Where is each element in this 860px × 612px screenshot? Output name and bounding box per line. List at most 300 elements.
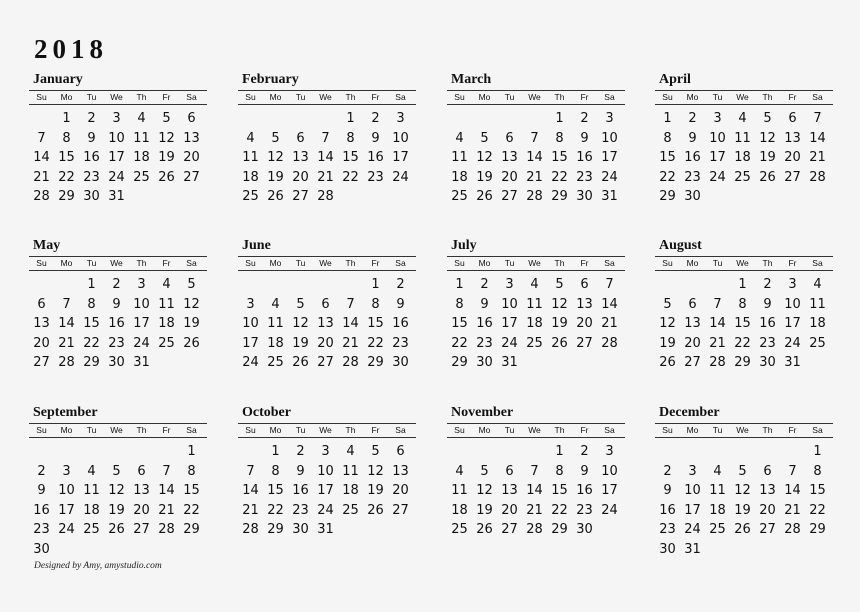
- day-cell: 11: [451, 150, 468, 165]
- day-cell: 17: [108, 150, 125, 165]
- day-cell: 8: [813, 463, 822, 479]
- empty-cell: [338, 275, 363, 295]
- day-cell: 29: [809, 522, 826, 537]
- day-cell: 1: [555, 111, 564, 126]
- month-name: December: [659, 405, 720, 420]
- day-cell: 29: [267, 522, 284, 537]
- day-cell: 25: [734, 169, 751, 185]
- weekday-label: Su: [662, 258, 673, 268]
- day-cell: 8: [62, 130, 71, 146]
- day-cell: 22: [659, 169, 676, 185]
- day-cell: 3: [505, 277, 514, 292]
- day-cell: 25: [451, 522, 468, 537]
- empty-cell: [680, 275, 705, 295]
- day-cell: 24: [108, 169, 125, 185]
- day-cell: 6: [296, 130, 305, 146]
- day-cell: 26: [367, 502, 384, 518]
- weekday-label: Fr: [580, 425, 589, 435]
- day-cell: 14: [601, 296, 618, 312]
- days-grid: [238, 442, 416, 540]
- days-grid: [447, 275, 625, 373]
- weekday-header: [29, 423, 207, 438]
- day-cell: 31: [133, 355, 150, 370]
- day-cell: 17: [601, 483, 618, 498]
- day-cell: 27: [183, 169, 200, 185]
- day-cell: 25: [526, 335, 543, 351]
- day-cell: 19: [759, 150, 776, 165]
- day-cell: 21: [158, 502, 175, 518]
- day-cell: 3: [605, 444, 614, 459]
- day-cell: 4: [813, 277, 822, 292]
- day-cell: 4: [713, 463, 722, 479]
- day-cell: 5: [763, 111, 772, 126]
- day-cell: 1: [62, 111, 71, 126]
- weekday-label: Tu: [712, 425, 723, 435]
- day-cell: 25: [709, 522, 726, 537]
- day-cell: 25: [83, 522, 100, 537]
- day-cell: 10: [601, 130, 618, 146]
- day-cell: 3: [137, 277, 146, 292]
- days-grid: [29, 109, 207, 207]
- day-cell: 2: [296, 444, 305, 459]
- day-cell: 28: [317, 189, 334, 204]
- empty-cell: [780, 442, 805, 462]
- day-cell: 1: [738, 277, 747, 292]
- day-cell: 17: [684, 502, 701, 518]
- empty-cell: [447, 109, 472, 129]
- day-cell: 16: [684, 150, 701, 165]
- day-cell: 30: [576, 522, 593, 537]
- empty-cell: [447, 442, 472, 462]
- day-cell: 5: [112, 463, 121, 479]
- weekday-label: Su: [245, 258, 256, 268]
- day-cell: 20: [33, 335, 50, 351]
- weekday-label: Su: [662, 92, 673, 102]
- weekday-label: Sa: [395, 92, 406, 102]
- weekday-header: [238, 423, 416, 438]
- weekday-label: We: [736, 92, 749, 102]
- day-cell: 6: [505, 463, 514, 479]
- day-cell: 2: [37, 463, 46, 479]
- day-cell: 15: [734, 316, 751, 331]
- weekday-label: We: [736, 425, 749, 435]
- day-cell: 11: [809, 296, 826, 312]
- weekday-header: [655, 90, 833, 105]
- weekday-label: Tu: [504, 425, 515, 435]
- weekday-header: [238, 90, 416, 105]
- day-cell: 4: [346, 444, 355, 459]
- day-cell: 12: [476, 150, 493, 165]
- day-cell: 11: [709, 483, 726, 498]
- day-cell: 7: [321, 130, 330, 146]
- empty-cell: [705, 275, 730, 295]
- weekday-label: Th: [345, 92, 356, 102]
- day-cell: 17: [58, 502, 75, 518]
- day-cell: 2: [663, 463, 672, 479]
- empty-cell: [497, 109, 522, 129]
- day-cell: 27: [392, 502, 409, 518]
- day-cell: 6: [580, 277, 589, 292]
- month-name: October: [242, 405, 291, 420]
- day-cell: 24: [601, 169, 618, 185]
- day-cell: 29: [367, 355, 384, 370]
- day-cell: 9: [296, 463, 305, 479]
- day-cell: 11: [83, 483, 100, 498]
- day-cell: 9: [763, 296, 772, 312]
- day-cell: 14: [158, 483, 175, 498]
- day-cell: 1: [346, 111, 355, 126]
- weekday-label: Th: [554, 258, 565, 268]
- day-cell: 18: [342, 483, 359, 498]
- day-cell: 22: [342, 169, 359, 185]
- day-cell: 19: [267, 169, 284, 185]
- day-cell: 27: [684, 355, 701, 370]
- day-cell: 30: [292, 522, 309, 537]
- day-cell: 9: [580, 463, 589, 479]
- day-cell: 4: [530, 277, 539, 292]
- weekday-label: Mo: [60, 258, 73, 268]
- weekday-label: Mo: [686, 425, 699, 435]
- day-cell: 3: [688, 463, 697, 479]
- day-cell: 7: [346, 296, 355, 312]
- day-cell: 24: [684, 522, 701, 537]
- day-cell: 9: [480, 296, 489, 312]
- day-cell: 19: [183, 316, 200, 331]
- day-cell: 20: [501, 502, 518, 518]
- day-cell: 18: [709, 502, 726, 518]
- day-cell: 28: [809, 169, 826, 185]
- day-cell: 9: [371, 130, 380, 146]
- day-cell: 12: [183, 296, 200, 312]
- day-cell: 31: [501, 355, 518, 370]
- day-cell: 9: [396, 296, 405, 312]
- weekday-label: Fr: [162, 258, 171, 268]
- day-cell: 29: [659, 189, 676, 204]
- weekday-label: We: [528, 92, 541, 102]
- day-cell: 11: [342, 463, 359, 479]
- day-cell: 9: [663, 483, 672, 498]
- day-cell: 23: [392, 335, 409, 351]
- day-cell: 2: [112, 277, 121, 292]
- day-cell: 19: [292, 335, 309, 351]
- day-cell: 28: [709, 355, 726, 370]
- day-cell: 3: [321, 444, 330, 459]
- day-cell: 14: [242, 483, 259, 498]
- day-cell: 13: [317, 316, 334, 331]
- day-cell: 16: [576, 150, 593, 165]
- day-cell: 7: [605, 277, 614, 292]
- weekday-label: Th: [554, 425, 565, 435]
- day-cell: 3: [788, 277, 797, 292]
- day-cell: 26: [158, 169, 175, 185]
- weekday-label: Tu: [504, 92, 515, 102]
- day-cell: 13: [759, 483, 776, 498]
- weekday-label: Sa: [395, 258, 406, 268]
- day-cell: 11: [133, 130, 150, 146]
- day-cell: 20: [292, 169, 309, 185]
- day-cell: 2: [480, 277, 489, 292]
- day-cell: 19: [551, 316, 568, 331]
- day-cell: 5: [296, 296, 305, 312]
- day-cell: 16: [292, 483, 309, 498]
- day-cell: 22: [551, 502, 568, 518]
- day-cell: 31: [108, 189, 125, 204]
- day-cell: 5: [187, 277, 196, 292]
- day-cell: 18: [526, 316, 543, 331]
- day-cell: 1: [555, 444, 564, 459]
- day-cell: 24: [501, 335, 518, 351]
- empty-cell: [104, 442, 129, 462]
- day-cell: 26: [476, 522, 493, 537]
- weekday-label: Fr: [162, 92, 171, 102]
- month-january: [29, 70, 207, 207]
- day-cell: 30: [576, 189, 593, 204]
- weekday-header: [447, 90, 625, 105]
- day-cell: 19: [659, 335, 676, 351]
- month-name: April: [659, 72, 691, 87]
- day-cell: 18: [83, 502, 100, 518]
- day-cell: 30: [684, 189, 701, 204]
- day-cell: 21: [601, 316, 618, 331]
- empty-cell: [655, 442, 680, 462]
- day-cell: 18: [133, 150, 150, 165]
- weekday-label: Su: [662, 425, 673, 435]
- day-cell: 11: [158, 296, 175, 312]
- day-cell: 23: [33, 522, 50, 537]
- weekday-label: Tu: [86, 425, 97, 435]
- day-cell: 21: [33, 169, 50, 185]
- day-cell: 8: [455, 296, 464, 312]
- day-cell: 7: [37, 130, 46, 146]
- day-cell: 25: [242, 189, 259, 204]
- month-july: [447, 236, 625, 373]
- day-cell: 28: [784, 522, 801, 537]
- day-cell: 10: [317, 463, 334, 479]
- day-cell: 27: [576, 335, 593, 351]
- day-cell: 22: [734, 335, 751, 351]
- day-cell: 2: [688, 111, 697, 126]
- day-cell: 15: [267, 483, 284, 498]
- day-cell: 7: [530, 130, 539, 146]
- day-cell: 12: [108, 483, 125, 498]
- month-name: July: [451, 238, 477, 253]
- day-cell: 22: [58, 169, 75, 185]
- days-grid: [655, 109, 833, 207]
- day-cell: 21: [784, 502, 801, 518]
- weekday-label: Fr: [371, 92, 380, 102]
- day-cell: 12: [759, 130, 776, 146]
- day-cell: 5: [371, 444, 380, 459]
- empty-cell: [54, 275, 79, 295]
- empty-cell: [705, 442, 730, 462]
- day-cell: 11: [526, 296, 543, 312]
- day-cell: 20: [501, 169, 518, 185]
- day-cell: 14: [809, 130, 826, 146]
- day-cell: 29: [551, 522, 568, 537]
- weekday-label: Sa: [604, 92, 615, 102]
- weekday-label: Mo: [269, 425, 282, 435]
- day-cell: 17: [501, 316, 518, 331]
- month-name: June: [242, 238, 271, 253]
- month-name: May: [33, 238, 61, 253]
- year-title: 2018: [34, 34, 108, 64]
- weekday-label: Th: [762, 425, 773, 435]
- weekday-label: Mo: [478, 258, 491, 268]
- day-cell: 21: [809, 150, 826, 165]
- day-cell: 27: [784, 169, 801, 185]
- weekday-label: We: [110, 425, 123, 435]
- day-cell: 1: [271, 444, 280, 459]
- weekday-label: Fr: [788, 258, 797, 268]
- day-cell: 13: [292, 150, 309, 165]
- day-cell: 15: [659, 150, 676, 165]
- day-cell: 25: [342, 502, 359, 518]
- day-cell: 23: [476, 335, 493, 351]
- day-cell: 19: [734, 502, 751, 518]
- day-cell: 30: [476, 355, 493, 370]
- empty-cell: [313, 109, 338, 129]
- day-cell: 27: [292, 189, 309, 204]
- day-cell: 5: [555, 277, 564, 292]
- day-cell: 2: [87, 111, 96, 126]
- weekday-label: Sa: [186, 425, 197, 435]
- day-cell: 17: [392, 150, 409, 165]
- day-cell: 2: [371, 111, 380, 126]
- day-cell: 4: [455, 130, 464, 146]
- empty-cell: [54, 442, 79, 462]
- day-cell: 11: [734, 130, 751, 146]
- weekday-label: Mo: [478, 92, 491, 102]
- day-cell: 5: [738, 463, 747, 479]
- weekday-label: Sa: [812, 258, 823, 268]
- day-cell: 19: [476, 169, 493, 185]
- day-cell: 21: [58, 335, 75, 351]
- empty-cell: [522, 109, 547, 129]
- day-cell: 19: [108, 502, 125, 518]
- weekday-label: Su: [36, 425, 47, 435]
- day-cell: 28: [601, 335, 618, 351]
- empty-cell: [238, 442, 263, 462]
- empty-cell: [288, 109, 313, 129]
- day-cell: 14: [784, 483, 801, 498]
- day-cell: 2: [580, 111, 589, 126]
- day-cell: 24: [601, 502, 618, 518]
- day-cell: 19: [158, 150, 175, 165]
- day-cell: 7: [162, 463, 171, 479]
- day-cell: 22: [551, 169, 568, 185]
- day-cell: 9: [580, 130, 589, 146]
- day-cell: 16: [759, 316, 776, 331]
- day-cell: 18: [809, 316, 826, 331]
- empty-cell: [238, 275, 263, 295]
- day-cell: 15: [809, 483, 826, 498]
- weekday-label: We: [319, 92, 332, 102]
- weekday-header: [655, 423, 833, 438]
- day-cell: 6: [688, 296, 697, 312]
- day-cell: 16: [476, 316, 493, 331]
- day-cell: 4: [246, 130, 255, 146]
- day-cell: 28: [526, 189, 543, 204]
- day-cell: 5: [663, 296, 672, 312]
- day-cell: 10: [501, 296, 518, 312]
- weekday-label: Fr: [371, 425, 380, 435]
- month-october: [238, 403, 416, 540]
- weekday-header: [447, 256, 625, 271]
- month-name: January: [33, 72, 83, 87]
- empty-cell: [79, 442, 104, 462]
- day-cell: 20: [684, 335, 701, 351]
- day-cell: 9: [87, 130, 96, 146]
- day-cell: 17: [317, 483, 334, 498]
- weekday-label: Tu: [295, 258, 306, 268]
- day-cell: 24: [133, 335, 150, 351]
- month-november: [447, 403, 625, 540]
- day-cell: 16: [576, 483, 593, 498]
- month-name: September: [33, 405, 98, 420]
- day-cell: 13: [784, 130, 801, 146]
- day-cell: 8: [87, 296, 96, 312]
- weekday-label: Su: [454, 92, 465, 102]
- day-cell: 22: [451, 335, 468, 351]
- day-cell: 4: [137, 111, 146, 126]
- empty-cell: [522, 442, 547, 462]
- day-cell: 10: [392, 130, 409, 146]
- weekday-label: Mo: [269, 92, 282, 102]
- weekday-label: Th: [762, 258, 773, 268]
- days-grid: [655, 442, 833, 559]
- day-cell: 25: [809, 335, 826, 351]
- weekday-label: Su: [36, 258, 47, 268]
- day-cell: 26: [183, 335, 200, 351]
- weekday-label: Su: [36, 92, 47, 102]
- empty-cell: [29, 109, 54, 129]
- designer-credit: Designed by Amy, amystudio.com: [34, 561, 162, 571]
- day-cell: 24: [317, 502, 334, 518]
- day-cell: 15: [183, 483, 200, 498]
- day-cell: 28: [342, 355, 359, 370]
- day-cell: 3: [112, 111, 121, 126]
- day-cell: 26: [108, 522, 125, 537]
- day-cell: 26: [734, 522, 751, 537]
- day-cell: 6: [763, 463, 772, 479]
- day-cell: 13: [576, 296, 593, 312]
- day-cell: 4: [162, 277, 171, 292]
- day-cell: 22: [809, 502, 826, 518]
- day-cell: 20: [784, 150, 801, 165]
- day-cell: 24: [784, 335, 801, 351]
- day-cell: 20: [183, 150, 200, 165]
- weekday-label: Th: [136, 92, 147, 102]
- day-cell: 7: [813, 111, 822, 126]
- day-cell: 24: [709, 169, 726, 185]
- days-grid: [238, 109, 416, 207]
- day-cell: 10: [133, 296, 150, 312]
- day-cell: 21: [526, 169, 543, 185]
- day-cell: 10: [58, 483, 75, 498]
- day-cell: 26: [476, 189, 493, 204]
- weekday-label: Mo: [60, 425, 73, 435]
- day-cell: 26: [659, 355, 676, 370]
- day-cell: 21: [317, 169, 334, 185]
- day-cell: 8: [346, 130, 355, 146]
- empty-cell: [288, 275, 313, 295]
- day-cell: 18: [267, 335, 284, 351]
- empty-cell: [497, 442, 522, 462]
- weekday-label: Su: [245, 92, 256, 102]
- day-cell: 14: [58, 316, 75, 331]
- weekday-header: [29, 256, 207, 271]
- day-cell: 8: [555, 130, 564, 146]
